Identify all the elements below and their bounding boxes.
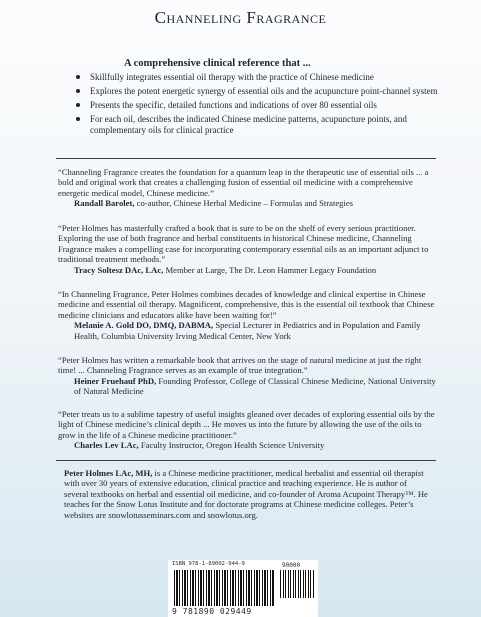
endorsement-attribution: Charles Lev LAc, Faculty Instructor, Oregon Health Science University [74, 440, 325, 451]
endorsement [58, 167, 436, 209]
bullet-icon [76, 117, 80, 121]
endorsement [58, 223, 436, 275]
feature-item: Skillfully integrates essential oil therapy with the practice of Chinese medicine [88, 72, 448, 83]
book-title: Channeling Fragrance [154, 8, 327, 27]
bullet-icon [76, 75, 80, 79]
endorsement-text: “In Channeling Fragrance, Peter Holmes combines decades of knowledge and clinical expertise in Chinese medicine and essential oil therapy. Magnificent, comprehensive, this is the essential oil textbook that Chinese medicine clinicians and educators alike have been waiting for!” [58, 289, 435, 320]
isbn-label: ISBN 978-1-89002-944-9 [172, 561, 245, 567]
intro-heading: A comprehensive clinical reference that ... [124, 58, 311, 69]
feature-item: Presents the specific, detailed functions and indications of over 80 essential oils [88, 100, 448, 111]
barcode-bars [174, 570, 274, 606]
endorsement-text: “Peter Holmes has written a remarkable book that arrives on the stage of natural medicine at just the right time! ... Channeling Fragrance serves as an example of true integration.” [58, 355, 422, 376]
endorsement-text: “Peter treats us to a sublime tapestry of useful insights gleaned over decades of exploring essential oils by the light of Chinese medicine’s clinical depth ... He moves us into the future by allowing the use of the oils to grow in the life of a Chinese medicine practitioner.” [58, 409, 435, 440]
author-name: Peter Holmes LAc, MH, [64, 468, 153, 478]
author-bio-text: is a Chinese medicine practitioner, medical herbalist and essential oil therapist with over 30 years of extensive education, clinical practice and teaching experience. He is author of several textbooks on herbal and essential oil medicine, and co-founder of Aroma Acupoint Therapy™. He teaches for the Snow Lotus Institute and for doctorate programs at Chinese medicine colleges. Peter’s websites are snowlotusseminars.com and snowlotus.org. [64, 468, 428, 520]
isbn-barcode [168, 560, 318, 617]
price-code: 90000 [282, 562, 301, 569]
divider-top [56, 158, 436, 159]
bullet-icon [76, 103, 80, 107]
feature-item: For each oil, describes the indicated Chinese medicine patterns, acupuncture points, and complementary oils for clinical practice [88, 114, 448, 136]
endorsement-text: “Peter Holmes has masterfully crafted a book that is sure to be on the shelf of every serious practitioner. Exploring the use of both fragrance and herbal constituents in historical Chinese medicine, Channeling Fragrance makes a compelling case for incorporating contemporary essential oils as an important adjunct to traditional treatment methods.” [58, 223, 429, 265]
endorsement-attribution: Heiner Fruehauf PhD, Founding Professor, College of Classical Chinese Medicine, National University of Natural Medicine [74, 375, 436, 397]
author-bio [64, 468, 432, 520]
endorsement-text: “Channeling Fragrance creates the foundation for a quantum leap in the therapeutic use of essential oils ... a bold and original work that creates a challenging fusion of essential oil medicine with a comprehensive energetic medical model, Chinese medicine.” [58, 167, 429, 198]
endorsement-attribution: Tracy Soltesz DAc, LAc, Member at Large, The Dr. Leon Hammer Legacy Foundation [74, 264, 377, 275]
divider-bottom [56, 460, 436, 461]
feature-item: Explores the potent energetic synergy of essential oils and the acupuncture point-channel system [88, 86, 448, 97]
price-barcode-bars [280, 570, 314, 598]
barcode-number: 9 781890 029449 [172, 607, 252, 616]
endorsement [58, 355, 436, 397]
endorsement-attribution: Randall Barolet, co-author, Chinese Herbal Medicine – Formulas and Strategies [74, 198, 353, 209]
bullet-icon [76, 89, 80, 93]
endorsement [58, 409, 436, 451]
endorsement-attribution: Melanie A. Gold DO, DMQ, DABMA, Special Lecturer in Pediatrics and in Population and Family Health, Columbia University Irving Medical Center, New York [74, 320, 421, 341]
feature-list [88, 72, 448, 139]
endorsement [58, 289, 436, 341]
